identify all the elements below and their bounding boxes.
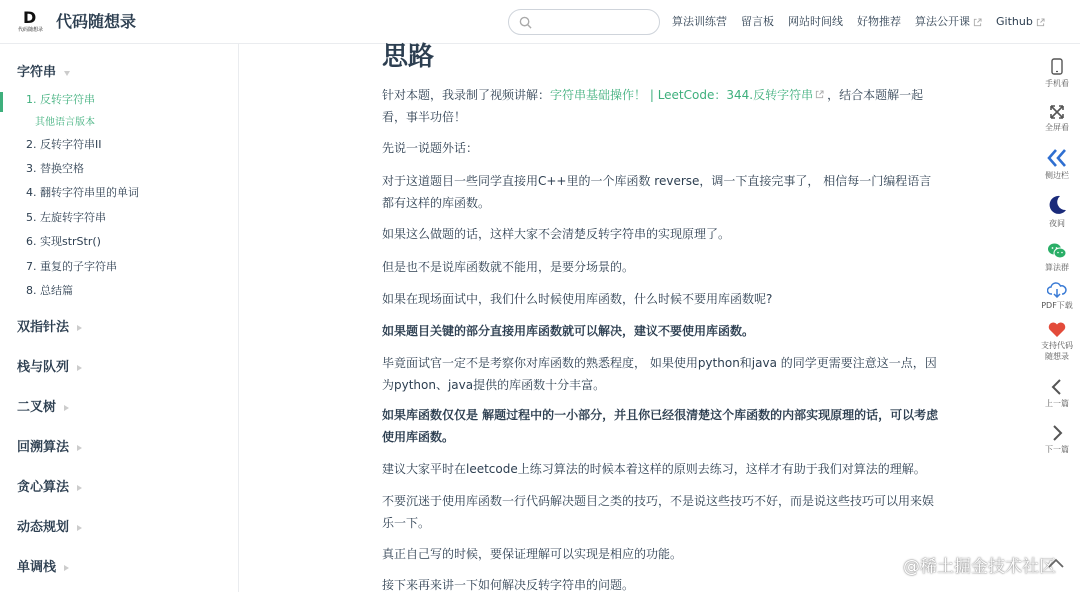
sidebar-group-label: 双指针法 (17, 320, 70, 335)
tool-label: 上一篇 (1045, 399, 1069, 408)
wechat-icon (1047, 242, 1067, 260)
sidebar-group-label: 回溯算法 (17, 440, 70, 455)
tool-label: PDF下载 (1041, 301, 1073, 310)
sidebar-group-monotonic-stack[interactable] (17, 559, 69, 577)
tool-label: 支持代码随想录 (1041, 341, 1073, 361)
cloud-download-icon (1047, 282, 1067, 298)
sidebar-group-label: 栈与队列 (17, 360, 70, 375)
phone-icon (1050, 58, 1064, 76)
sidebar-toggle-button[interactable] (1038, 148, 1076, 181)
sidebar-group-label: 单调栈 (17, 560, 57, 575)
sidebar-item-reverse-string[interactable]: 1. 反转字符串 (26, 93, 95, 106)
paragraph: 接下来再来讲一下如何解决反转字符串的问题。 (382, 578, 635, 592)
paragraph: 先说一说题外话： (382, 141, 479, 155)
sidebar-item-left-rotate[interactable]: 5. 左旋转字符串 (26, 211, 106, 224)
sidebar-group-label: 字符串 (17, 65, 57, 80)
sidebar-subitem-other-languages[interactable]: 其他语言版本 (35, 117, 95, 128)
pdf-download-button[interactable] (1038, 282, 1076, 311)
mobile-view-button[interactable] (1038, 58, 1076, 89)
night-mode-button[interactable] (1038, 194, 1076, 229)
sidebar-item-strstr[interactable]: 6. 实现strStr() (26, 235, 101, 248)
nav-links (672, 14, 1059, 30)
paragraph: 如果在现场面试中，我们什么时候使用库函数，什么时候不要用库函数呢? (382, 292, 773, 306)
sidebar-item-reverse-string-ii[interactable]: 2. 反转字符串II (26, 138, 102, 151)
nav-link-course[interactable] (915, 14, 982, 30)
nav-link-label: Github (996, 15, 1033, 28)
paragraph-bold: 如果题目关键的部分直接用库函数就可以解决，建议不要使用库函数。 (382, 324, 755, 338)
paragraph: 真正自己写的时候，要保证理解可以实现是相应的功能。 (382, 547, 683, 561)
paragraph: 如果这么做题的话，这样大家不会清楚反转字符串的实现原理了。 (382, 227, 731, 241)
chevron-right-icon (64, 405, 69, 411)
sidebar-group-two-pointers[interactable] (17, 319, 82, 337)
site-title[interactable]: 代码随想录 (56, 12, 137, 31)
previous-article-button[interactable] (1038, 378, 1076, 409)
tool-label: 算法群 (1045, 263, 1069, 272)
paragraph: 对于这道题目一些同学直接用C++里的一个库函数 reverse，调一下直接完事了， 相信每一门编程语言都有这样的库函数。 (382, 174, 932, 210)
paragraph-text: ，结合本题解一起看，事半功倍！ (382, 88, 924, 124)
nav-link-training[interactable] (672, 14, 727, 30)
moon-icon (1046, 194, 1068, 216)
logo-letter: D (23, 8, 37, 27)
chevron-left-icon (1050, 378, 1064, 396)
support-button[interactable] (1038, 320, 1076, 362)
chevron-right-icon (77, 485, 82, 491)
active-indicator (0, 92, 3, 112)
sidebar-group-label: 贪心算法 (17, 480, 70, 495)
nav-link-timeline[interactable] (788, 14, 843, 30)
sidebar-group-stack-queue[interactable] (17, 359, 82, 377)
sidebar-item-repeated-substring[interactable]: 7. 重复的子字符串 (26, 260, 117, 273)
heart-icon (1047, 320, 1067, 338)
site-logo[interactable] (18, 10, 44, 34)
nav-link-recommend[interactable] (857, 14, 901, 30)
chevron-right-icon (77, 365, 82, 371)
sidebar-group-label: 动态规划 (17, 520, 70, 535)
paragraph-video-intro (382, 84, 942, 128)
chevron-right-icon (64, 565, 69, 571)
paragraph: 但是也不是说库函数就不能用，是要分场景的。 (382, 260, 635, 274)
sidebar-group-strings[interactable] (17, 64, 70, 82)
chevron-right-icon (77, 445, 82, 451)
chevron-right-icon (77, 325, 82, 331)
sidebar-item-reverse-words[interactable]: 4. 翻转字符串里的单词 (26, 186, 139, 199)
paragraph: 毕竟面试官一定不是考察你对库函数的熟悉程度， 如果使用python和java 的同学更需要注意这一点，因为python、java提供的库函数十分丰富。 (382, 356, 937, 392)
back-to-top-icon[interactable] (1047, 557, 1065, 569)
fullscreen-icon (1049, 104, 1065, 120)
nav-link-label: 好物推荐 (857, 15, 901, 28)
fullscreen-button[interactable] (1038, 104, 1076, 133)
tool-label: 全屏看 (1045, 123, 1069, 132)
tool-label: 侧边栏 (1045, 171, 1069, 180)
sidebar-group-backtracking[interactable] (17, 439, 82, 457)
sidebar-group-dp[interactable] (17, 519, 82, 537)
external-link-icon (1036, 18, 1045, 27)
tool-label: 手机看 (1045, 79, 1069, 88)
watermark: @稀土掘金技术社区 (903, 557, 1056, 577)
paragraph: 不要沉迷于使用库函数一行代码解决题目之类的技巧，不是说这些技巧不好，而是说这些技巧可以用来娱乐一下。 (382, 494, 935, 530)
external-link-icon (815, 90, 824, 99)
sidebar (0, 44, 239, 592)
next-article-button[interactable] (1038, 424, 1076, 455)
paragraph-text: 针对本题，我录制了视频讲解： (382, 88, 551, 102)
page-title: 思路 (382, 42, 435, 72)
logo-caption: 代码随想录 (18, 27, 44, 33)
nav-link-github[interactable] (996, 14, 1045, 30)
nav-link-label: 留言板 (741, 15, 774, 28)
double-chevron-left-icon (1046, 148, 1068, 168)
chevron-down-icon (64, 71, 70, 76)
sidebar-group-binary-tree[interactable] (17, 399, 69, 417)
nav-link-label: 网站时间线 (788, 15, 843, 28)
nav-link-guestbook[interactable] (741, 14, 774, 30)
search-input[interactable] (508, 9, 660, 35)
external-link-icon (973, 18, 982, 27)
paragraph: 建议大家平时在leetcode上练习算法的时候本着这样的原则去练习，这样才有助于我们对算法的理解。 (382, 462, 926, 476)
tool-label: 下一篇 (1045, 445, 1069, 454)
search-icon (519, 16, 532, 29)
nav-link-label: 算法公开课 (915, 15, 970, 28)
tool-label: 夜间 (1049, 219, 1065, 228)
nav-link-label: 算法训练营 (672, 15, 727, 28)
wechat-group-button[interactable] (1038, 242, 1076, 273)
sidebar-item-summary[interactable]: 8. 总结篇 (26, 284, 73, 297)
chevron-right-icon (1050, 424, 1064, 442)
sidebar-item-replace-space[interactable]: 3. 替换空格 (26, 162, 84, 175)
top-navbar (0, 0, 1080, 44)
chevron-right-icon (77, 525, 82, 531)
sidebar-group-label: 二叉树 (17, 400, 57, 415)
sidebar-group-greedy[interactable] (17, 479, 82, 497)
paragraph-bold: 如果库函数仅仅是 解题过程中的一小部分，并且你已经很清楚这个库函数的内部实现原理的话，可以考虑使用库函数。 (382, 408, 939, 444)
video-link[interactable]: 字符串基础操作！ | LeetCode：344.反转字符串 (550, 88, 814, 102)
